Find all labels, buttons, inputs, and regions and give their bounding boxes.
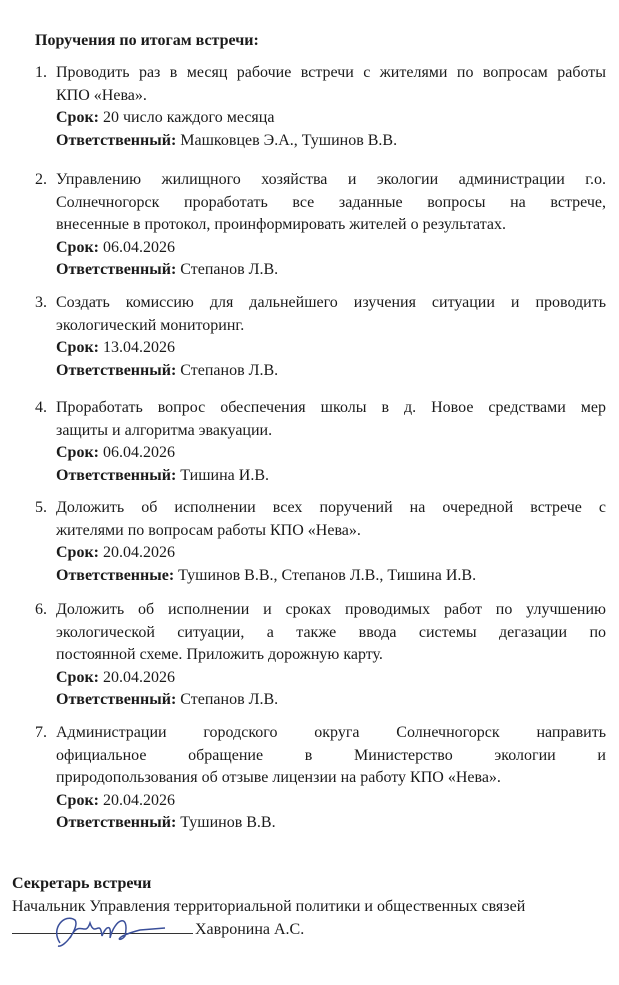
responsible-value: Машковцев Э.А., Тушинов В.В.: [180, 131, 398, 149]
item-responsible: [56, 130, 606, 153]
responsible-value: Тушинов В.В.: [180, 814, 276, 832]
item-text-line: природопользования об отзыве лицензии на работу КПО «Нева».: [56, 769, 501, 787]
responsible-label: Ответственный:: [56, 691, 177, 709]
secretary-name: Хавронина А.С.: [195, 921, 305, 938]
deadline-value: 06.04.2026: [103, 444, 175, 462]
responsible-label: Ответственный:: [56, 261, 177, 279]
item-text-line: Доложить об исполнении и сроках проводимых работ по улучшению: [56, 601, 606, 618]
item-text-line: Солнечногорск проработать все заданные вопросы на встрече,: [56, 193, 606, 211]
item-number: 3.: [35, 294, 47, 311]
item-deadline: [56, 667, 606, 690]
assignment-item: [35, 397, 606, 487]
item-text-line: экологический мониторинг.: [56, 316, 245, 334]
item-text-line: защиты и алгоритма эвакуации.: [56, 421, 273, 439]
responsible-label: Ответственный:: [56, 814, 177, 832]
item-number: 1.: [35, 64, 47, 81]
deadline-label: Срок:: [56, 238, 99, 256]
deadline-value: 13.04.2026: [103, 339, 175, 357]
item-number: 2.: [35, 171, 47, 188]
responsible-value: Тушинов В.В., Степанов Л.В., Тишина И.В.: [178, 566, 477, 584]
responsible-value: Степанов Л.В.: [180, 261, 279, 279]
item-text-line: Создать комиссию для дальнейшего изучения ситуации и проводить: [56, 294, 606, 311]
assignment-item: [35, 169, 606, 282]
section-title: Поручения по итогам встречи:: [35, 32, 259, 49]
deadline-label: Срок:: [56, 444, 99, 462]
item-deadline: [56, 237, 606, 260]
item-responsible: [56, 812, 606, 835]
item-text-line: экологической ситуации, а также ввода системы дегазации по: [56, 623, 606, 641]
assignment-item: [35, 599, 606, 712]
item-responsible: [56, 259, 606, 282]
item-text-line: Проводить раз в месяц рабочие встречи с жителями по вопросам работы: [56, 64, 606, 81]
item-responsible: [56, 360, 606, 383]
item-deadline: [56, 542, 606, 565]
item-text-line: жителями по вопросам работы КПО «Нева».: [56, 521, 361, 539]
item-number: 5.: [35, 499, 47, 516]
deadline-value: 06.04.2026: [103, 238, 175, 256]
item-text-line: внесенные в протокол, проинформировать жителей о результатах.: [56, 216, 507, 234]
responsible-label: Ответственный:: [56, 131, 177, 149]
secretary-heading: Секретарь встречи: [12, 875, 152, 892]
item-text-line: КПО «Нева».: [56, 86, 147, 104]
deadline-label: Срок:: [56, 339, 99, 357]
responsible-value: Степанов Л.В.: [180, 361, 279, 379]
deadline-label: Срок:: [56, 544, 99, 562]
item-responsible: [56, 565, 606, 588]
deadline-label: Срок:: [56, 668, 99, 686]
item-text-line: официальное обращение в Министерство экологии и: [56, 746, 606, 764]
responsible-value: Тишина И.В.: [180, 466, 269, 484]
deadline-label: Срок:: [56, 791, 99, 809]
item-text-line: постоянной схеме. Приложить дорожную карту.: [56, 646, 383, 664]
item-number: 4.: [35, 399, 47, 416]
responsible-label: Ответственные:: [56, 566, 175, 584]
deadline-value: 20.04.2026: [103, 668, 175, 686]
assignment-item: [35, 62, 606, 152]
item-number: 7.: [35, 724, 47, 741]
item-text-line: Доложить об исполнении всех поручений на очередной встрече с: [56, 499, 606, 516]
item-deadline: [56, 107, 606, 130]
assignment-item: [35, 497, 606, 587]
secretary-position: Начальник Управления территориальной политики и общественных связей: [12, 898, 526, 915]
deadline-value: 20.04.2026: [103, 791, 175, 809]
deadline-value: 20 число каждого месяца: [103, 109, 275, 127]
handwritten-signature: [40, 908, 170, 958]
item-text-line: Управлению жилищного хозяйства и экологии администрации г.о.: [56, 171, 606, 188]
deadline-label: Срок:: [56, 109, 99, 127]
deadline-value: 20.04.2026: [103, 544, 175, 562]
item-responsible: [56, 465, 606, 488]
item-number: 6.: [35, 601, 47, 618]
responsible-value: Степанов Л.В.: [180, 691, 279, 709]
item-deadline: [56, 442, 606, 465]
responsible-label: Ответственный:: [56, 466, 177, 484]
item-text-line: Проработать вопрос обеспечения школы в д. Новое средствами мер: [56, 399, 606, 416]
item-deadline: [56, 790, 606, 813]
item-text-line: Администрации городского округа Солнечногорск направить: [56, 724, 606, 741]
responsible-label: Ответственный:: [56, 361, 177, 379]
assignment-item: [35, 292, 606, 382]
item-responsible: [56, 689, 606, 712]
item-deadline: [56, 337, 606, 360]
assignment-item: [35, 722, 606, 835]
